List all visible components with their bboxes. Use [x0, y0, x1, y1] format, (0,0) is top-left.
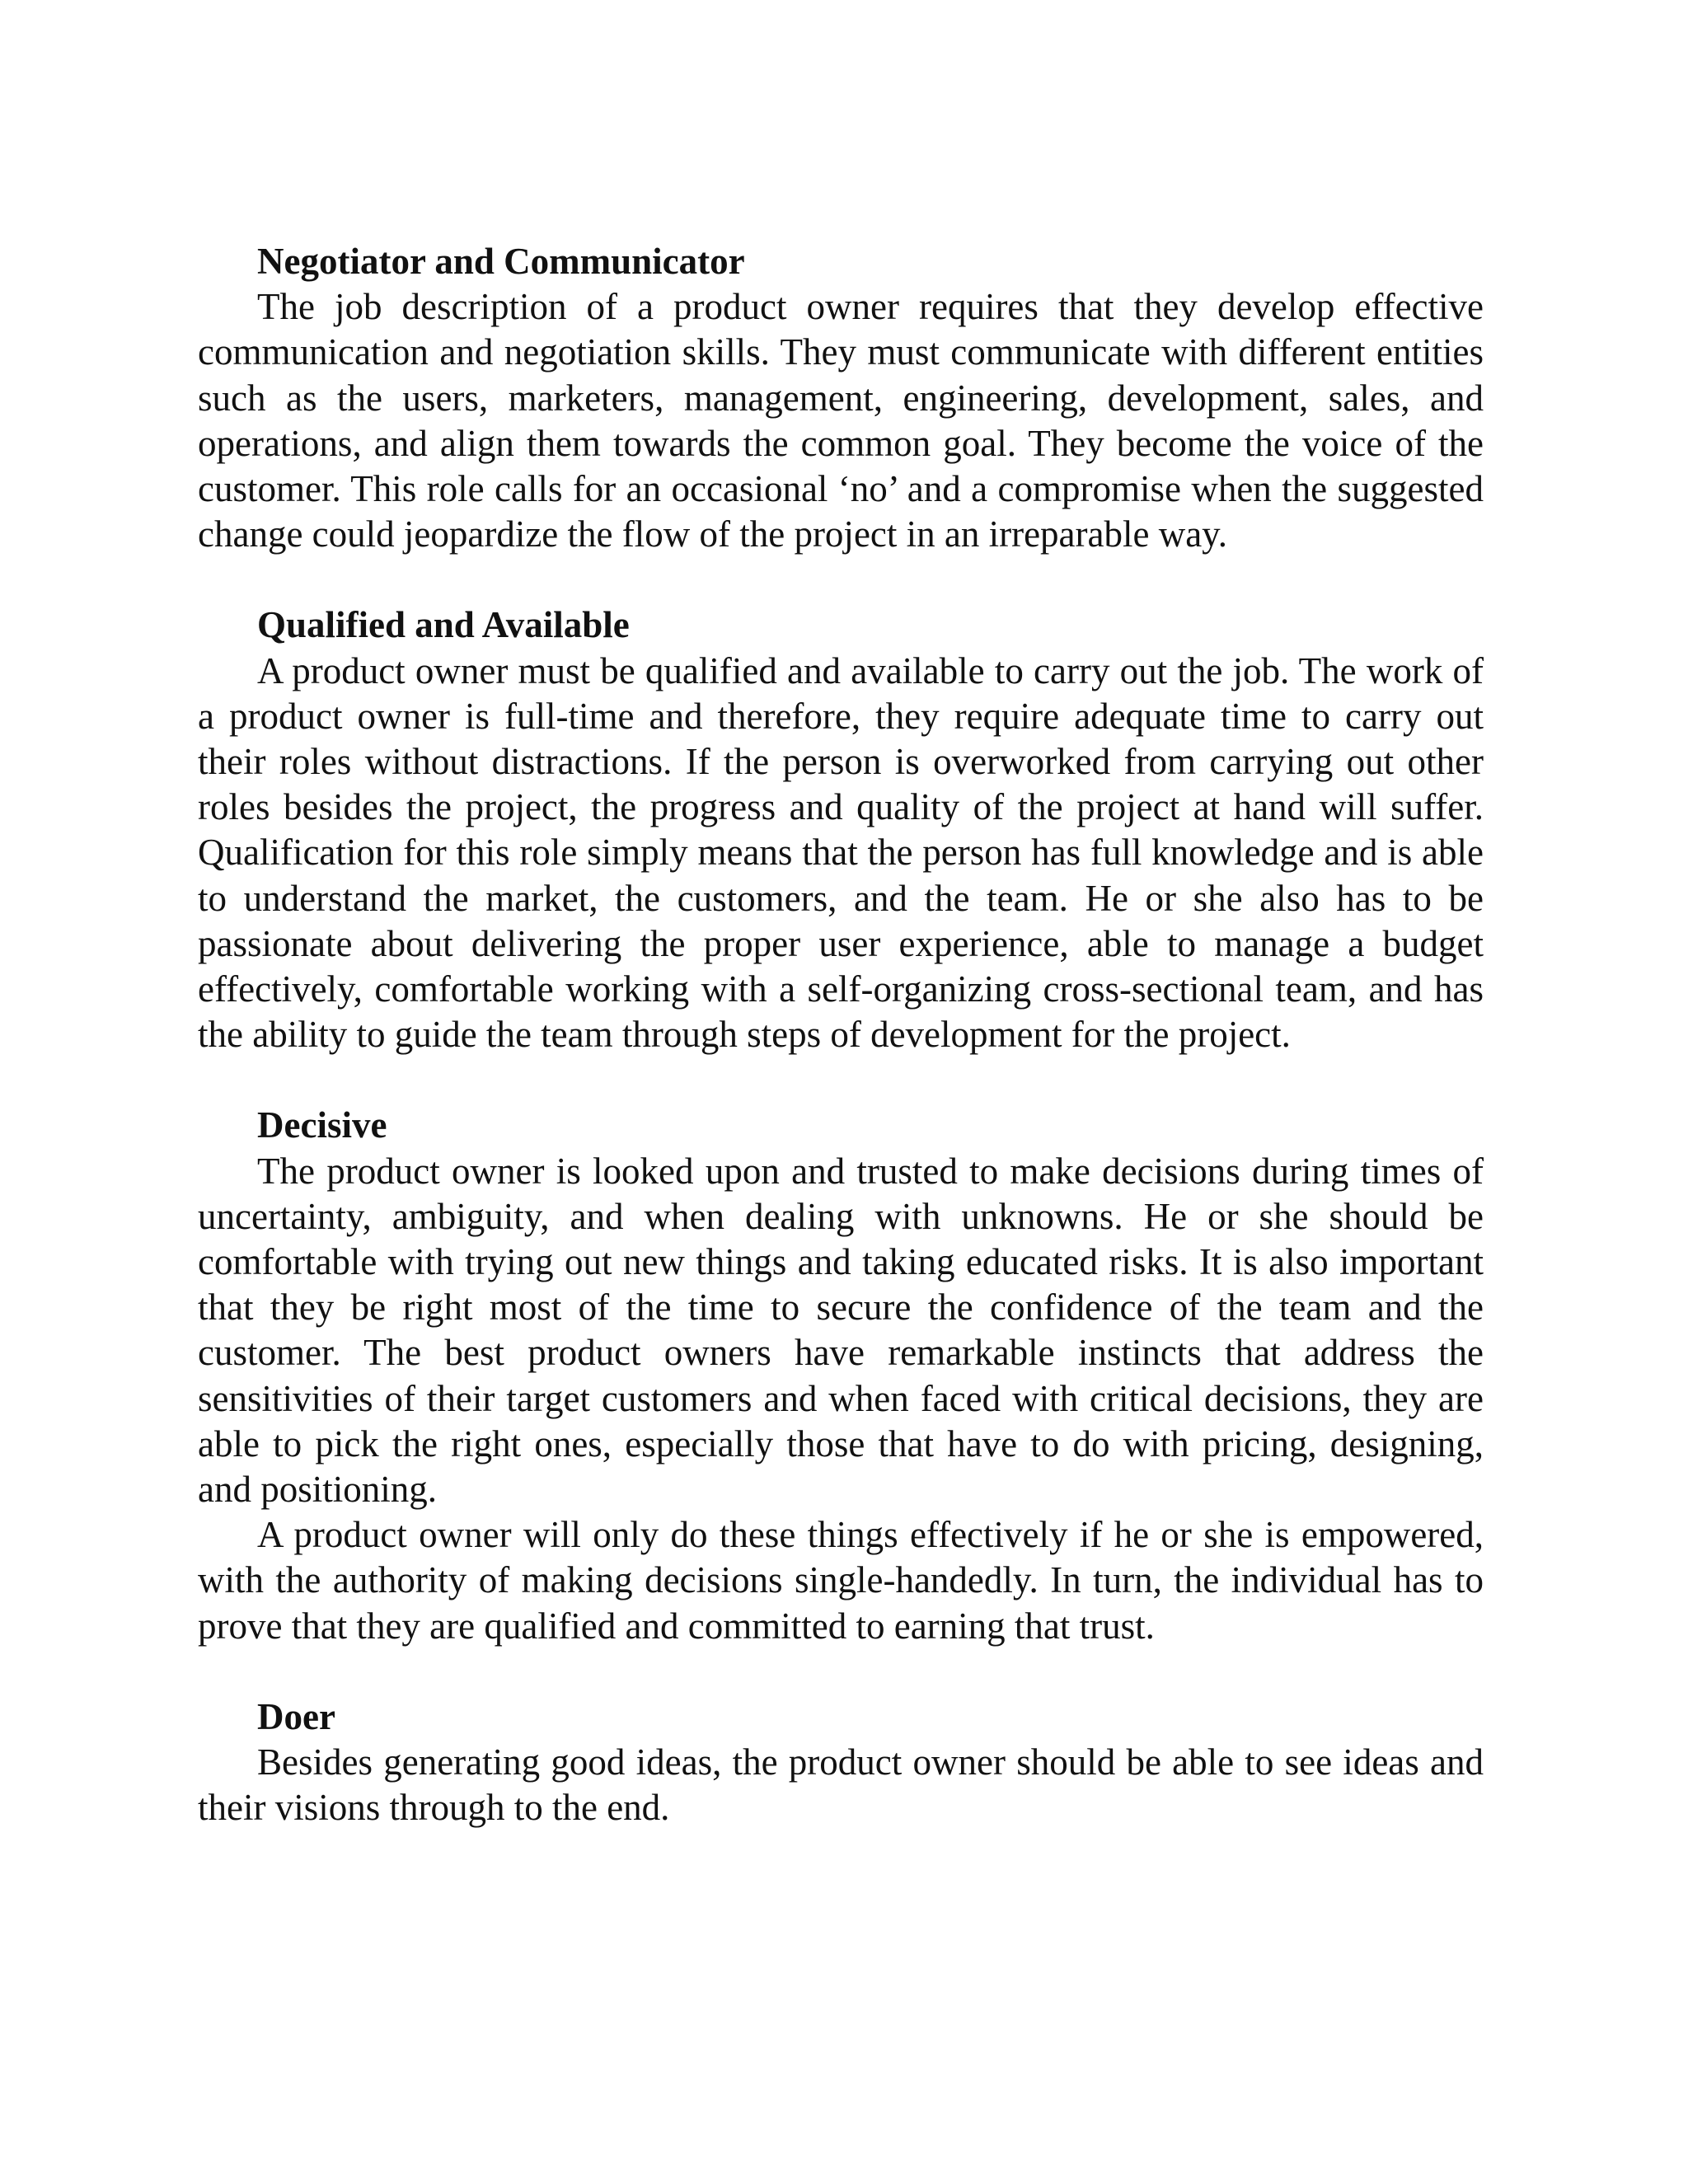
body-paragraph: A product owner will only do these things effectively if he or she is empowered, with the authority of making decisions single-handedly. In turn, the individual has to prove that they are qualified and committed to earning that trust.	[198, 1514, 1484, 1647]
body-paragraph: Besides generating good ideas, the product owner should be able to see ideas and their visions through to the end.	[198, 1741, 1484, 1829]
body-paragraph: The product owner is looked upon and trusted to make decisions during times of uncertainty, ambiguity, and when dealing with unknowns. He or she should be comfortable with trying out new things and taking educated risks. It is also important that they be right most of the time to secure the confidence of the team and the customer. The best product owners have remarkable instincts that address the sensitivities of their target customers and when faced with critical decisions, they are able to pick the right ones, especially those that have to do with pricing, designing, and positioning.	[198, 1150, 1484, 1511]
section-heading: Negotiator and Communicator	[257, 241, 745, 282]
body-paragraph: A product owner must be qualified and available to carry out the job. The work of a product owner is full-time and therefore, they require adequate time to carry out their roles without distractions. If the person is overworked from carrying out other roles besides the project, the progress and quality of the project at hand will suffer. Qualification for this role simply means that the person has full knowledge and is able to understand the market, the customers, and the team. He or she also has to be passionate about delivering the proper user experience, able to manage a budget effectively, comfortable working with a self-organizing cross-sectional team, and has the ability to guide the team through steps of development for the project.	[198, 649, 1484, 1056]
section-decisive	[198, 1103, 1484, 1648]
section-doer	[198, 1694, 1484, 1831]
section-negotiator-communicator	[198, 239, 1484, 557]
document-page	[198, 239, 1484, 1831]
section-heading: Decisive	[257, 1104, 387, 1146]
section-heading: Doer	[257, 1695, 335, 1737]
section-heading: Qualified and Available	[257, 604, 630, 646]
section-qualified-available	[198, 602, 1484, 1057]
body-paragraph: The job description of a product owner requires that they develop effective communication and negotiation skills. They must communicate with different entities such as the users, marketers, management, engineering, development, sales, and operations, and align them towards the common goal. They become the voice of the customer. This role calls for an occasional ‘no’ and a compromise when the suggested change could jeopardize the flow of the project in an irreparable way.	[198, 286, 1484, 555]
